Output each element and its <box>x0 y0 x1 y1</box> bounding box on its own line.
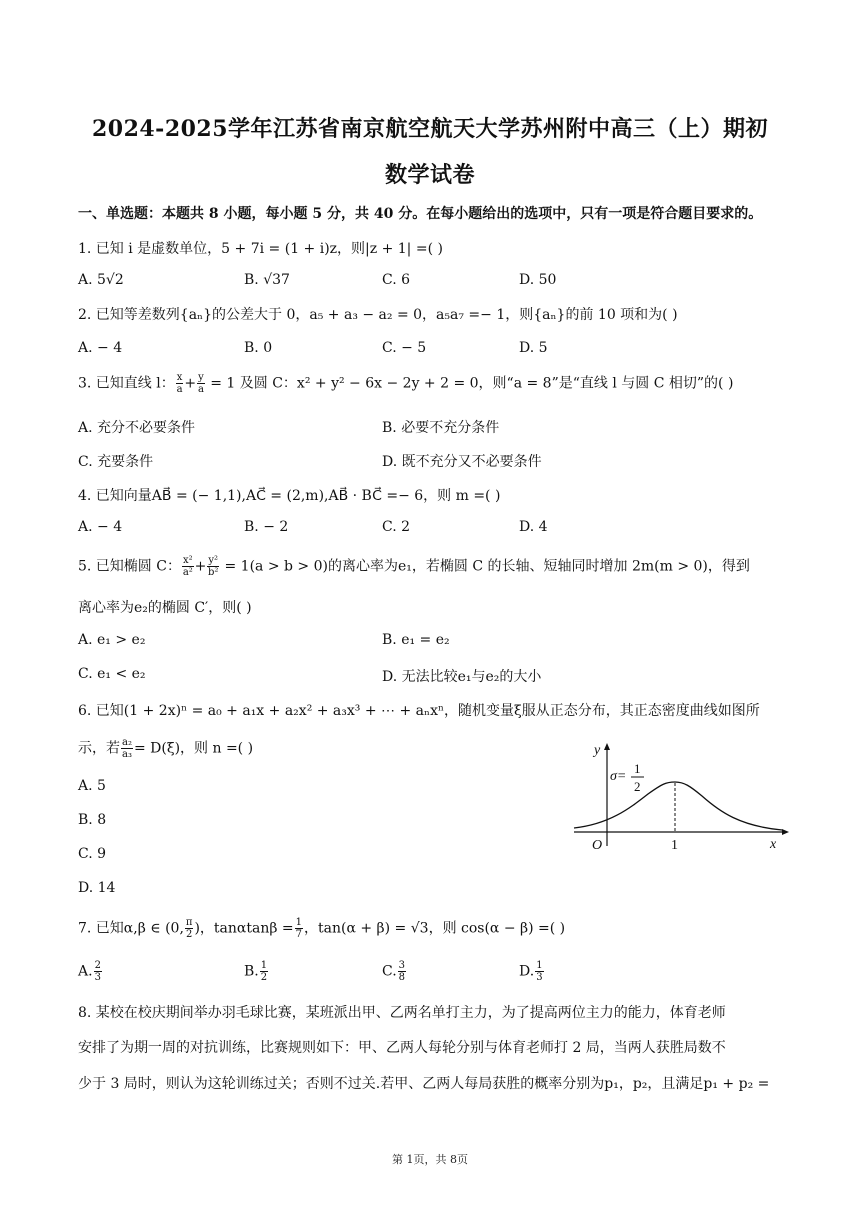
q3-stem-end: = 1 及圆 C：x² + y² − 6x − 2y + 2 = 0，则“a = 8”是“直线 l 与圆 C 相切”的( ) <box>205 375 734 392</box>
page-footer: 第 1页，共 8页 <box>392 1153 468 1166</box>
q7-fraction-1-over-7: $\frac{1}{7}$ <box>295 917 303 940</box>
q1-option-d: D. 50 <box>519 272 557 288</box>
q1-option-b: B. √37 <box>244 272 290 288</box>
q7-stem-start: 7. 已知α,β ∈ (0, <box>78 920 184 937</box>
q3-fraction-x-over-a: $\frac{x}{a}$ <box>176 372 183 395</box>
q1-option-a: A. 5√2 <box>78 272 124 288</box>
x-axis-arrow <box>782 829 789 835</box>
q5-fraction-y2-over-b2: $\frac{\text{y²}}{\text{b²}}$ <box>208 555 219 578</box>
q5-option-b: B. e₁ = e₂ <box>382 632 450 648</box>
q4-option-b: B. − 2 <box>244 519 289 535</box>
q5-stem-middle: = 1(a > b > 0)的离心率为e₁，若椭圆 C 的长轴、短轴同时增加 2m(m > 0)，得到 <box>220 558 750 575</box>
q7-stem-middle: )，tanαtanβ = <box>194 920 294 937</box>
y-axis-arrow <box>604 743 610 750</box>
question-6-stem-line2 <box>78 737 253 760</box>
q3-option-d: D. 既不充分又不必要条件 <box>382 454 542 470</box>
q6-option-a: A. 5 <box>78 778 106 794</box>
normal-density-curve-figure <box>570 742 790 852</box>
question-8-line2: 安排了为期一周的对抗训练，比赛规则如下：甲、乙两人每轮分别与体育老师打 2 局，当两人获胜局数不 <box>78 1040 726 1056</box>
q6-option-d: D. 14 <box>78 880 116 896</box>
q6-stem-shi: 示，若 <box>78 740 120 757</box>
origin-label: O <box>592 838 603 852</box>
sigma-denominator: 2 <box>634 779 641 794</box>
exam-title-line2: 数学试卷 <box>384 162 475 188</box>
q6-stem-end: = D(ξ)，则 n =( ) <box>133 740 254 757</box>
sigma-label: σ= <box>610 769 627 784</box>
q3-option-c: C. 充要条件 <box>78 454 154 470</box>
sigma-numerator: 1 <box>634 761 641 776</box>
exam-title-line1: 2024-2025学年江苏省南京航空航天大学苏州附中高三（上）期初 <box>91 116 769 142</box>
q3-option-b: B. 必要不充分条件 <box>382 420 500 436</box>
density-curve <box>574 782 782 830</box>
question-6-stem-line1: 6. 已知(1 + 2x)ⁿ = a₀ + a₁x + a₂x² + a₃x³ + ⋯ + aₙxⁿ，随机变量ξ服从正态分布，其正态密度曲线如图所 <box>78 703 760 719</box>
q6-fraction-a2-over-a3: $\frac{\text{a₂}}{\text{a₃}}$ <box>122 737 132 760</box>
y-axis-label: y <box>594 743 601 758</box>
q7-option-d: D. $\frac{1}{3}$ <box>519 960 543 983</box>
q7-option-b: B. $\frac{1}{2}$ <box>244 960 268 983</box>
question-8-line3: 少于 3 局时，则认为这轮训练过关；否则不过关.若甲、乙两人每局获胜的概率分别为p₁，p₂，且满足p₁ + p₂ = <box>78 1076 770 1092</box>
q5-option-c: C. e₁ < e₂ <box>78 666 146 682</box>
x-axis-label: x <box>770 837 777 852</box>
q3-stem-start: 3. 已知直线 l： <box>78 375 175 392</box>
q7-option-a: A. $\frac{2}{3}$ <box>78 960 101 983</box>
q4-option-c: C. 2 <box>382 519 411 535</box>
q5-option-d: D. 无法比较e₁与e₂的大小 <box>382 669 542 685</box>
q5-fraction-x2-over-a2: $\frac{\text{x²}}{\text{a²}}$ <box>182 555 193 578</box>
q2-option-c: C. − 5 <box>382 340 427 356</box>
q6-option-c: C. 9 <box>78 846 107 862</box>
question-1-stem: 1. 已知 i 是虚数单位，5 + 7i = (1 + i)z，则|z + 1| =( ) <box>78 241 443 257</box>
tick-label-1: 1 <box>671 838 678 852</box>
q4-option-a: A. − 4 <box>78 519 123 535</box>
section-heading: 一、单选题：本题共 8 小题，每小题 5 分，共 40 分。在每小题给出的选项中，只有一项是符合题目要求的。 <box>78 206 763 222</box>
q3-option-a: A. 充分不必要条件 <box>78 420 196 436</box>
question-4-stem: 4. 已知向量AB⃗ = (− 1,1),AC⃗ = (2,m),AB⃗ · BC⃗ =− 6，则 m =( ) <box>78 488 501 504</box>
question-3-stem: 3. 已知直线 l： $\frac{x}{a}$ + $\frac{y}{a}$ = 1 及圆 C：x² + y² − 6x − 2y + 2 = 0，则“a = 8”是“直线 l 与圆 C 相切”的( ) <box>78 372 734 395</box>
q5-option-a: A. e₁ > e₂ <box>78 632 146 648</box>
question-5-stem-line2: 离心率为e₂的椭圆 C′，则( ) <box>78 600 252 616</box>
q2-option-b: B. 0 <box>244 340 273 356</box>
q5-stem-start: 5. 已知椭圆 C： <box>78 558 181 575</box>
q3-fraction-y-over-a: $\frac{y}{a}$ <box>197 372 204 395</box>
q6-option-b: B. 8 <box>78 812 107 828</box>
q4-option-d: D. 4 <box>519 519 548 535</box>
q1-option-c: C. 6 <box>382 272 411 288</box>
q7-option-c: C. $\frac{3}{8}$ <box>382 960 406 983</box>
question-5-stem-line1: 5. 已知椭圆 C： $\frac{\text{x²}}{\text{a²}}$ + $\frac{\text{y²}}{\text{b²}}$ = 1(a > b > 0)的离心率为e₁，若椭圆 C 的长轴、短轴同时增加 2m(m > 0)，得到 <box>78 555 750 578</box>
q7-fraction-pi-over-2: $\frac{\pi}{2}$ <box>185 917 193 940</box>
question-8-line1: 8. 某校在校庆期间举办羽毛球比赛，某班派出甲、乙两名单打主力，为了提高两位主力的能力，体育老师 <box>78 1005 726 1021</box>
q7-stem-end: ，tan(α + β) = √3，则 cos(α − β) =( ) <box>304 920 566 937</box>
q2-option-a: A. − 4 <box>78 340 123 356</box>
question-7-stem <box>78 917 565 940</box>
question-2-stem: 2. 已知等差数列{aₙ}的公差大于 0，a₅ + a₃ − a₂ = 0，a₅a₇ =− 1，则{aₙ}的前 10 项和为( ) <box>78 307 678 323</box>
q2-option-d: D. 5 <box>519 340 548 356</box>
